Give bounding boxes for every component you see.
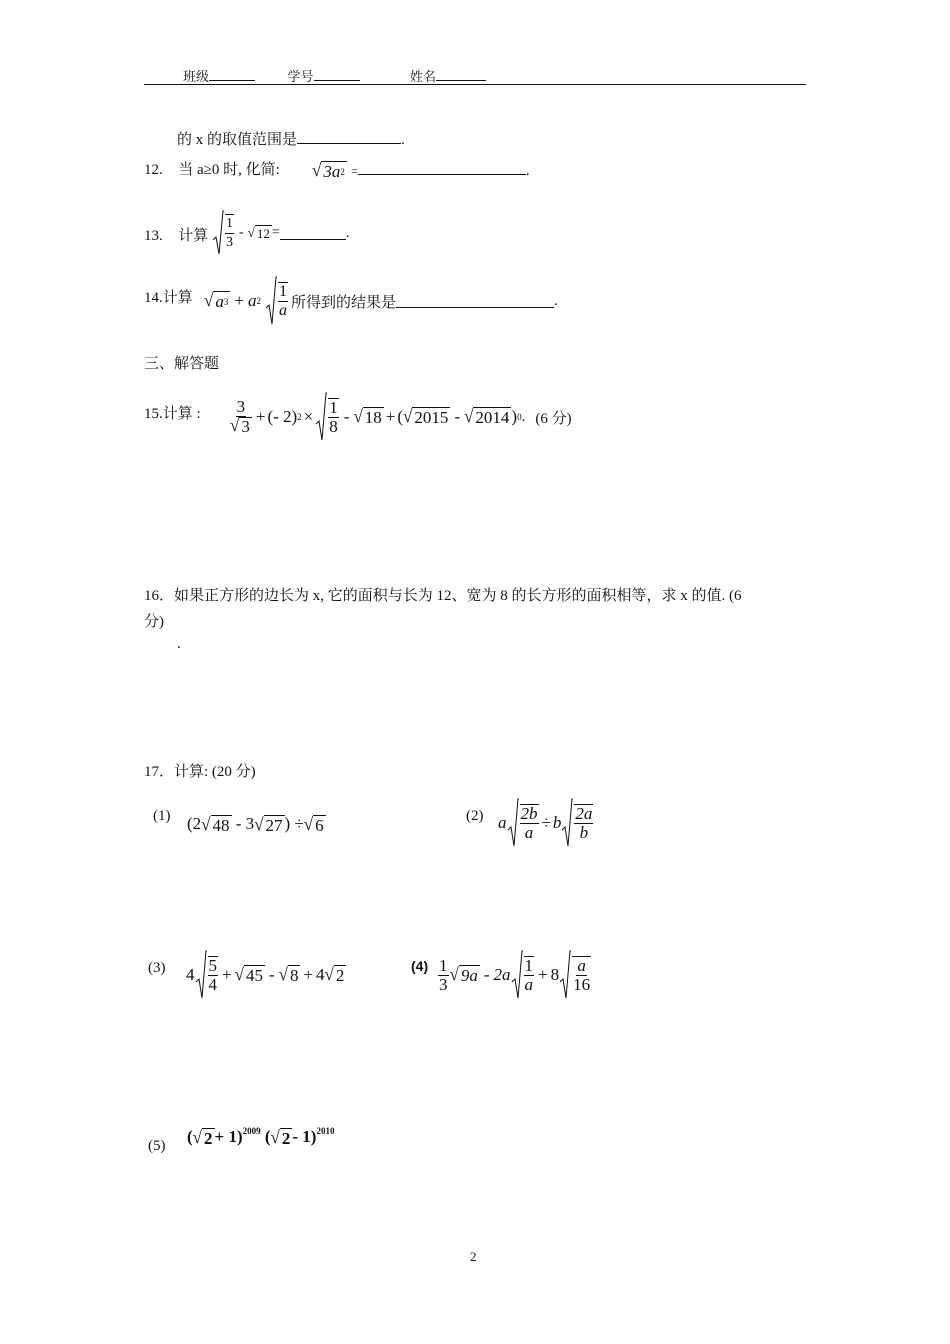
- question-12: [144, 158, 280, 179]
- q17-p2-root-sign-2: [561, 798, 573, 848]
- q17-p2-label: (2): [466, 808, 484, 824]
- q17-p1-mid: - 3: [235, 814, 255, 833]
- student-no-blank: [314, 67, 360, 81]
- q17-p2-fraction-2: [574, 804, 593, 842]
- q17-p5-exp-1: 2009: [242, 1126, 261, 1136]
- q17-p4-g-den: a: [524, 975, 534, 994]
- q17-p4-root-sign-1: [511, 950, 523, 1000]
- q15-times: ×: [303, 407, 314, 426]
- q17-p5-r2b: 2: [281, 1128, 291, 1148]
- q17-p3-den: 4: [208, 975, 217, 994]
- q15-radical-2015: √ 2015: [403, 405, 449, 427]
- q14-fraction: [278, 282, 288, 320]
- q15-r18: 18: [364, 407, 382, 427]
- q17-p1-radical-6: √ 6: [303, 814, 324, 835]
- q15-open: (: [397, 407, 404, 426]
- q16-dot: .: [177, 636, 181, 652]
- q12-expression: [312, 160, 530, 182]
- q17-p4-c8: 8: [550, 965, 560, 984]
- q14-root-sign: [265, 276, 277, 326]
- header-fields: [183, 66, 486, 85]
- q13-radical: √ 12: [247, 224, 270, 241]
- q15-close: ): [511, 407, 518, 426]
- q14-term2-exp: 2: [256, 296, 261, 306]
- q13-end: .: [345, 224, 350, 241]
- q17-p4-plus: +: [538, 965, 548, 984]
- q17-p4-f-den: 3: [439, 974, 448, 994]
- q14-plus: +: [234, 291, 244, 310]
- q17-p2-div: ÷: [541, 813, 551, 832]
- q17-p5-r2a: 2: [204, 1128, 213, 1148]
- q16-line-1: 16．如果正方形的边长为 x, 它的面积与长为 12、宽为 8 的长方形的面积相等，求 x 的值. (6: [144, 588, 742, 604]
- q17-p3-radical-2: √ 2: [324, 963, 345, 985]
- q17-p2-root-sign-1: [507, 798, 519, 848]
- q15-number: 15.: [144, 406, 163, 422]
- q17-p4-c2a: 2a: [493, 965, 511, 984]
- q11-end: .: [401, 132, 405, 148]
- q17-p4-fraction-3: [572, 956, 591, 994]
- q14-after-text: 所得到的结果是: [290, 294, 396, 311]
- q17-p4-fraction-2: [524, 956, 535, 994]
- q17-p1-label: (1): [153, 808, 171, 824]
- q17-p2-num1: 2b: [520, 804, 538, 823]
- q17-p4-fraction-1: [438, 957, 449, 994]
- q12-equals: =: [351, 164, 358, 178]
- q13-frac-den: 3: [226, 235, 233, 250]
- q15-radical-2014: √ 2014: [464, 405, 510, 427]
- q11-tail: [177, 128, 405, 149]
- q17-p5-expression: [187, 1126, 334, 1149]
- q14-term1-base: a: [215, 291, 224, 311]
- q17-p5-radical-1: √ 2: [192, 1127, 213, 1148]
- name-blank: [436, 67, 486, 81]
- q15-g-den: 8: [329, 417, 338, 436]
- q17-p3-fraction: [208, 956, 219, 994]
- q14-number: 14.: [144, 290, 163, 306]
- q17-p2-a: a: [498, 813, 507, 832]
- question-14: [144, 286, 193, 307]
- q17-title: 17．计算: (20 分): [144, 764, 256, 780]
- q17-p4-r9a: 9a: [460, 965, 478, 985]
- q17-p3-plus-2: +: [303, 965, 314, 984]
- q15-f-den: 3: [241, 417, 250, 436]
- class-label: 班级: [183, 69, 210, 84]
- q15-fraction-1: [229, 398, 253, 436]
- q15-text: 计算 :: [162, 406, 201, 422]
- q17-p4-h-den: 16: [573, 975, 591, 994]
- q14-text: 计算: [162, 290, 193, 306]
- q13-equals: =: [271, 225, 280, 240]
- q12-radicand: 3a: [323, 161, 341, 181]
- q17-p5-radical-2: √ 2: [270, 1127, 291, 1148]
- q14-radical-1: √ a 3: [204, 289, 229, 311]
- q13-number: 13.: [144, 228, 163, 244]
- q15-r2015: 2015: [414, 407, 449, 427]
- q11-text: 的 x 的取值范围是: [177, 132, 298, 148]
- q17-p3-expression: [186, 950, 346, 1000]
- q17-p5-open-1: (: [187, 1127, 193, 1146]
- q17-p1-r48: 48: [212, 815, 230, 835]
- q14-end: .: [553, 292, 558, 309]
- q14-answer-blank: [396, 294, 554, 308]
- q17-p3-c4b: 4: [316, 965, 325, 984]
- q15-expression: [228, 392, 572, 442]
- q17-p3-r8: 8: [289, 965, 299, 985]
- q17-p3-minus: -: [268, 965, 275, 984]
- q17-p2-b: b: [552, 813, 562, 832]
- q13-root-sign: [212, 210, 224, 256]
- q17-p3-num: 5: [208, 956, 217, 975]
- q17-p5-open-2: (: [264, 1127, 271, 1146]
- q17-p2-expression: [498, 798, 594, 848]
- q15-f-num: 3: [236, 397, 246, 416]
- header-rule: [144, 84, 806, 85]
- section-title: 三、解答题: [144, 356, 220, 372]
- q17-p1-r27: 27: [265, 815, 283, 835]
- q12-end: .: [525, 163, 530, 179]
- q15-fraction-2: [328, 398, 339, 436]
- class-blank: [209, 67, 255, 81]
- q17-p4-minus: -: [483, 965, 490, 984]
- q15-exp-2: 2: [297, 412, 302, 422]
- q17-p4-label: (4): [411, 958, 429, 974]
- q15-g-num: 1: [329, 398, 338, 417]
- q17-p3-r2: 2: [335, 965, 345, 985]
- q17-p4-expression: [437, 950, 592, 1000]
- q13-minus: -: [239, 225, 244, 240]
- q15-exp-0: 0: [517, 412, 522, 422]
- q17-p1-radical-27: √ 27: [254, 814, 283, 835]
- page-number: 2: [470, 1249, 477, 1264]
- q14-term2-base: a: [247, 291, 257, 310]
- q15-dot: .: [521, 408, 526, 425]
- q17-p3-r45: 45: [245, 965, 263, 985]
- q17-p4-g-num: 1: [524, 956, 534, 975]
- q17-p3-root-sign: [195, 950, 207, 1000]
- q15-minus-1: -: [343, 407, 350, 426]
- q17-p3-radical-8: √ 8: [278, 963, 299, 985]
- q17-p1-close: ): [284, 814, 291, 833]
- q13-fraction: [225, 214, 234, 252]
- q17-p4-f-num: 1: [439, 955, 448, 975]
- q14-expression: [204, 276, 558, 326]
- q17-p5-plus: + 1): [214, 1127, 243, 1146]
- q11-answer-blank: [297, 130, 401, 144]
- q17-p1-radical-48: √ 48: [201, 814, 230, 835]
- q17-p4-root-sign-2: [559, 950, 571, 1000]
- q15-paren: (- 2): [267, 407, 298, 426]
- question-15: [144, 402, 201, 423]
- q17-p1-open: (2: [187, 814, 202, 833]
- q15-root-sign: [315, 392, 327, 442]
- q17-p1-div: ÷: [294, 814, 304, 833]
- q17-p5-exp-2: 2010: [316, 1126, 335, 1136]
- q12-answer-blank: [358, 161, 526, 175]
- q13-radicand: 12: [256, 225, 270, 241]
- q17-p5-minus: - 1): [292, 1127, 317, 1146]
- q14-frac-den: a: [278, 302, 287, 319]
- q15-minus-2: -: [454, 407, 461, 426]
- q15-f-den-radical: √ 3: [230, 415, 250, 436]
- q17-p3-label: (3): [148, 960, 166, 976]
- q17-p1-r6: 6: [315, 815, 324, 835]
- q14-term1-exp: 3: [223, 296, 229, 307]
- q17-p3-radical-45: √ 45: [234, 963, 263, 985]
- q12-radical: √ 3a 2: [312, 160, 345, 181]
- q13-frac-num: 1: [225, 215, 234, 234]
- q17-p2-num2: 2a: [575, 804, 593, 823]
- q17-p3-plus-1: +: [222, 965, 232, 984]
- q12-number: 12.: [144, 162, 163, 178]
- question-13: [144, 224, 208, 245]
- q17-p4-radical-9a: √ 9a: [449, 963, 478, 985]
- q12-exponent: 2: [340, 166, 345, 177]
- q13-text: 计算: [178, 228, 209, 244]
- q17-p2-den1: a: [524, 823, 534, 842]
- q16-line-2: 分): [144, 614, 164, 630]
- q15-score: (6 分): [535, 410, 572, 427]
- q13-expression: [212, 210, 349, 261]
- q17-p4-h-num: a: [577, 956, 586, 975]
- q15-plus-1: +: [255, 407, 266, 426]
- q14-frac-num: 1: [278, 283, 287, 300]
- student-no-label: 学号: [287, 69, 314, 84]
- q17-p1-expression: [187, 814, 326, 836]
- q15-radical-18: √ 18: [353, 405, 382, 427]
- name-label: 姓名: [410, 69, 437, 84]
- q13-answer-blank: [280, 226, 346, 240]
- q17-p2-fraction-1: [520, 804, 539, 842]
- q15-plus-2: +: [385, 407, 396, 426]
- q17-p5-label: (5): [148, 1138, 166, 1154]
- q15-r2014: 2014: [475, 407, 510, 427]
- q12-text: 当 a≥0 时, 化简:: [178, 162, 280, 178]
- q17-p3-c4: 4: [186, 965, 195, 984]
- q17-p2-den2: b: [579, 823, 589, 842]
